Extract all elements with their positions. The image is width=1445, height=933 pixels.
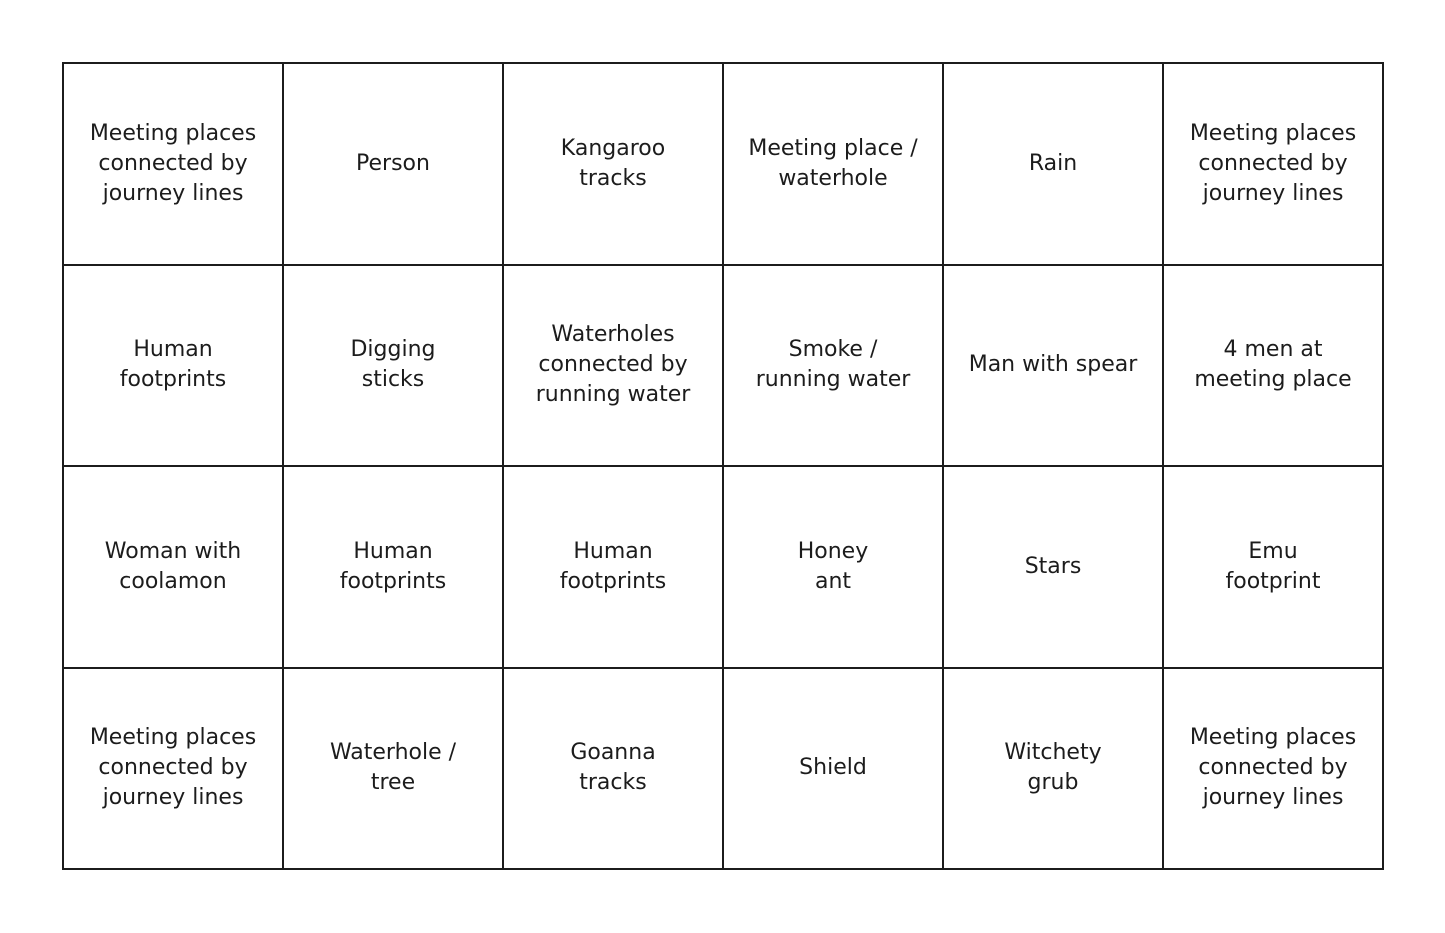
symbol-label: Meeting places connected by journey lines — [89, 725, 257, 811]
symbol-grid-body — [63, 63, 1383, 869]
symbol-label: Person — [356, 150, 430, 176]
symbol-label: Witchety grub — [1004, 740, 1102, 796]
symbol-card — [503, 63, 723, 265]
symbol-card — [723, 466, 943, 668]
symbol-label: Honey ant — [797, 538, 869, 594]
symbol-card — [1163, 63, 1383, 265]
symbol-card — [943, 63, 1163, 265]
symbol-card — [503, 265, 723, 467]
symbol-label: Shield — [799, 755, 867, 781]
grid-row — [63, 668, 1383, 870]
symbol-card — [283, 265, 503, 467]
symbol-card — [283, 668, 503, 870]
symbol-card — [63, 265, 283, 467]
symbol-label: Woman with coolamon — [104, 538, 242, 594]
symbol-grid — [62, 62, 1384, 870]
symbol-label: Meeting place / waterhole — [748, 135, 918, 191]
symbol-card — [1163, 265, 1383, 467]
grid-row — [63, 265, 1383, 467]
symbol-label: Emu footprint — [1225, 538, 1321, 594]
symbol-card — [63, 668, 283, 870]
symbol-label: Meeting places connected by journey lines — [1189, 120, 1357, 206]
symbol-card — [283, 63, 503, 265]
symbol-label: Meeting places connected by journey lines — [89, 120, 257, 206]
symbol-label: Rain — [1028, 150, 1078, 176]
symbol-label: 4 men at meeting place — [1194, 337, 1352, 393]
symbol-card — [1163, 668, 1383, 870]
symbol-label: Meeting places connected by journey lines — [1189, 725, 1357, 811]
symbol-label: Kangaroo tracks — [560, 135, 666, 191]
symbol-label: Waterholes connected by running water — [535, 322, 691, 408]
symbol-card — [943, 668, 1163, 870]
symbol-card — [283, 466, 503, 668]
symbol-label: Waterhole / tree — [329, 740, 457, 796]
symbol-card — [503, 466, 723, 668]
symbol-card — [723, 63, 943, 265]
symbol-label: Goanna tracks — [570, 740, 656, 796]
symbol-card — [943, 466, 1163, 668]
symbol-card — [723, 265, 943, 467]
symbol-label: Stars — [1024, 553, 1082, 579]
symbol-card — [943, 265, 1163, 467]
symbol-label: Smoke / running water — [755, 337, 911, 393]
symbol-card — [723, 668, 943, 870]
symbol-label: Digging sticks — [350, 337, 436, 393]
symbol-card — [1163, 466, 1383, 668]
symbol-label: Human footprints — [339, 538, 447, 594]
symbol-label: Human footprints — [559, 538, 667, 594]
symbol-label: Human footprints — [119, 337, 227, 393]
symbol-card — [63, 63, 283, 265]
symbol-label: Man with spear — [968, 352, 1138, 378]
symbol-card — [63, 466, 283, 668]
grid-row — [63, 63, 1383, 265]
symbol-card — [503, 668, 723, 870]
grid-row — [63, 466, 1383, 668]
